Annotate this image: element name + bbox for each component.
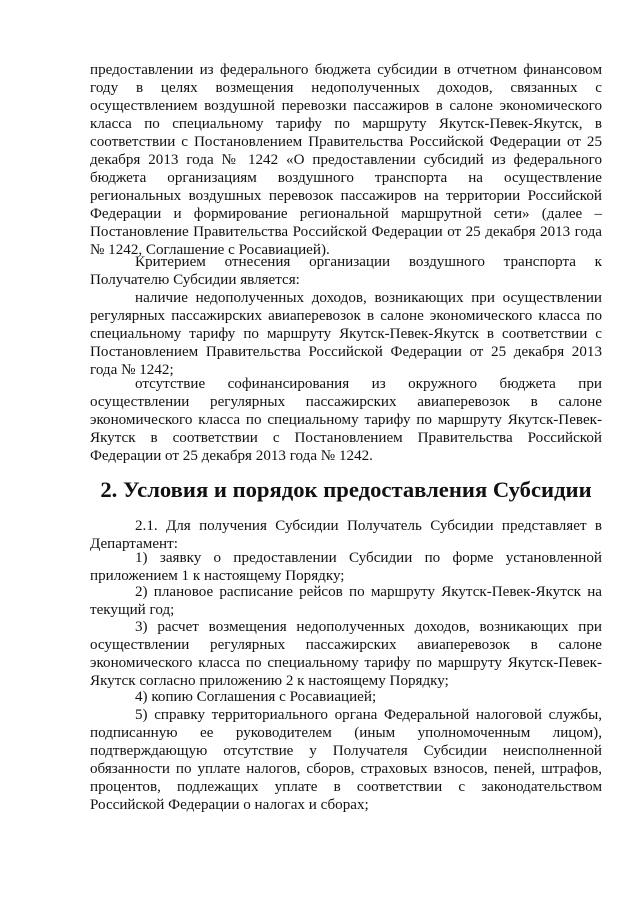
clause-2-1: 2.1. Для получения Субсидии Получатель Субсидии представляет в Департамент: — [90, 518, 602, 552]
list-item-flight-schedule: 2) плановое расписание рейсов по маршруту Якутск-Певек-Якутск на текущий год; — [90, 584, 602, 618]
criteria-item-1: наличие недополученных доходов, возникающих при осуществлении регулярных пассажирских авиаперевозок в салоне экономического класса по специальному тарифу по маршруту Якутск-Певек-Якутск в соответствии с Постановлением Правительства Российской Федерации от 25 декабря 2013 года № 1242; — [90, 290, 602, 378]
section-heading: 2. Условия и порядок предоставления Субсидии — [100, 477, 592, 502]
list-item-application: 1) заявку о предоставлении Субсидии по форме установленной приложением 1 к настоящему Порядку; — [90, 550, 602, 584]
criteria-intro: Критерием отнесения организации воздушного транспорта к Получателю Субсидии является: — [90, 254, 602, 288]
list-item-compensation-calculation: 3) расчет возмещения недополученных доходов, возникающих при осуществлении регулярных пассажирских авиаперевозок в салоне экономического класса по специальному тарифу по маршруту Якутск-Певек-Якутск согласно приложению 2 к настоящему Порядку; — [90, 619, 602, 689]
list-item-agreement-copy: 4) копию Соглашения с Росавиацией; — [135, 689, 377, 705]
list-item-tax-certificate: 5) справку территориального органа Федеральной налоговой службы, подписанную ее руководителем (иным уполномоченным лицом), подтверждающую отсутствие у Получателя Субсидии неисполненной обязанности по уплате налогов, сборов, страховых взносов, пеней, штрафов, процентов, подлежащих уплате в соответствии с законодательством Российской Федерации о налогах и сборах; — [90, 707, 602, 813]
criteria-item-2: отсутствие софинансирования из окружного бюджета при осуществлении регулярных пассажирских авиаперевозок в салоне экономического класса по специальному тарифу по маршруту Якутск-Певек-Якутск в соответствии с Постановлением Правительства Российской Федерации от 25 декабря 2013 года № 1242. — [90, 376, 602, 464]
intro-paragraph: предоставлении из федерального бюджета субсидии в отчетном финансовом году в целях возмещения недополученных доходов, связанных с осуществлением воздушной перевозки пассажиров в салоне экономического класса по специальному тарифу по маршруту Якутск-Певек-Якутск, в соответствии с Постановлением Правительства Российской Федерации от 25 декабря 2013 года № 1242 «О предоставлении субсидий из федерального бюджета организациям воздушного транспорта на осуществление региональных воздушных перевозок пассажиров на территории Российской Федерации и формирование региональной маршрутной сети» (далее – Постановление Правительства Российской Федерации от 25 декабря 2013 года № 1242, Соглашение с Росавиацией). — [90, 62, 602, 258]
